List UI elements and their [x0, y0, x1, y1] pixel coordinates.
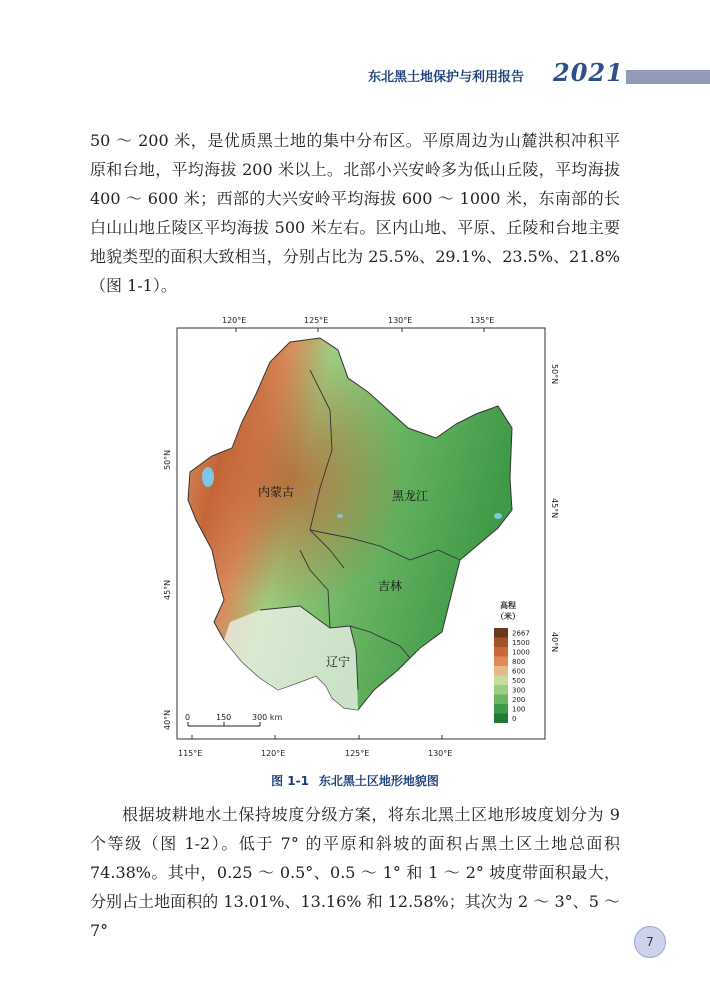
page-number: 7 [634, 926, 666, 958]
legend-swatch [494, 657, 508, 667]
header-decoration-bar [626, 70, 710, 84]
scale-label: 150 [216, 713, 232, 722]
tick-bottom-label: 125°E [345, 749, 370, 758]
legend-value: 300 [512, 686, 526, 695]
label-inner-mongolia: 内蒙古 [258, 485, 295, 499]
legend-swatch [494, 638, 508, 648]
legend-value: 200 [512, 696, 526, 704]
legend-value: 600 [512, 667, 526, 676]
legend-value: 1500 [512, 639, 530, 647]
tick-right-label: 50°N [550, 364, 559, 385]
tick-bottom-label: 115°E [178, 749, 203, 758]
legend-value: 800 [512, 658, 526, 666]
legend-value: 2667 [512, 629, 530, 638]
lake [337, 514, 343, 518]
running-header-title: 东北黑土地保护与利用报告 [368, 70, 525, 85]
lake [202, 467, 214, 487]
running-header-year: 2021 [553, 58, 624, 87]
terrain-map [160, 310, 565, 765]
legend-swatch [494, 628, 508, 638]
scale-label: 300 km [252, 713, 283, 722]
tick-top-label: 135°E [470, 316, 495, 325]
tick-bottom-label: 130°E [428, 749, 453, 758]
legend-swatch [494, 704, 508, 714]
tick-left-label: 40°N [163, 709, 172, 730]
tick-top-label: 130°E [388, 316, 413, 325]
legend-swatch [494, 666, 508, 676]
legend-title: 高程 [500, 601, 516, 610]
label-jilin: 吉林 [378, 579, 403, 593]
legend-swatch [494, 714, 508, 724]
legend-swatch [494, 685, 508, 695]
legend-value: 0 [512, 715, 517, 723]
figure-caption [0, 772, 710, 789]
legend-swatch [494, 695, 508, 705]
legend-swatch [494, 676, 508, 686]
tick-bottom-label: 120°E [261, 749, 286, 758]
tick-top-label: 120°E [222, 316, 247, 325]
tick-left-label: 45°N [163, 579, 172, 600]
legend-value: 1000 [512, 648, 530, 657]
label-liaoning: 辽宁 [326, 655, 351, 669]
lake [494, 513, 502, 519]
body-paragraph: 50 ～ 200 米，是优质黑土地的集中分布区。平原周边为山麓洪积冲积平原和台地，平均海拔 200 米以上。北部小兴安岭多为低山丘陵，平均海拔 400 ～ 600 米；西部的大兴安岭平均海拔 600 ～ 1000 米，东南部的长白山山地丘陵区平均海拔 500 米左右。区内山地、平原、丘陵和台地主要地貌类型的面积大致相当，分别占比为 25.5%、29.1%、23.5%、21.8%（图 1-1）。 [90, 131, 620, 295]
scale-label: 0 [185, 713, 191, 722]
terrain-map-figure [160, 310, 565, 765]
tick-top-label: 125°E [304, 316, 329, 325]
tick-right-label: 40°N [550, 632, 559, 653]
label-heilongjiang: 黑龙江 [392, 489, 429, 503]
legend-unit: （米） [496, 612, 520, 621]
figure-number: 图 1-1 [271, 774, 309, 788]
body-paragraph: 根据坡耕地水土保持坡度分级方案，将东北黑土区地形坡度划分为 9 个等级（图 1-2）。低于 7° 的平原和斜坡的面积占黑土区土地总面积 74.38%。其中，0.25 ～ 0.5°、0.5 ～ 1° 和 1 ～ 2° 坡度带面积最大，分别占土地面积的 13.01%、13.16% 和 12.58%；其次为 2 ～ 3°、5 ～ 7° [90, 805, 620, 940]
figure-title: 东北黑土区地形地貌图 [318, 774, 439, 788]
tick-right-label: 45°N [550, 498, 559, 519]
legend-swatch [494, 647, 508, 657]
legend-value: 100 [512, 705, 526, 714]
legend-value: 500 [512, 677, 526, 685]
tick-left-label: 50°N [163, 449, 172, 470]
